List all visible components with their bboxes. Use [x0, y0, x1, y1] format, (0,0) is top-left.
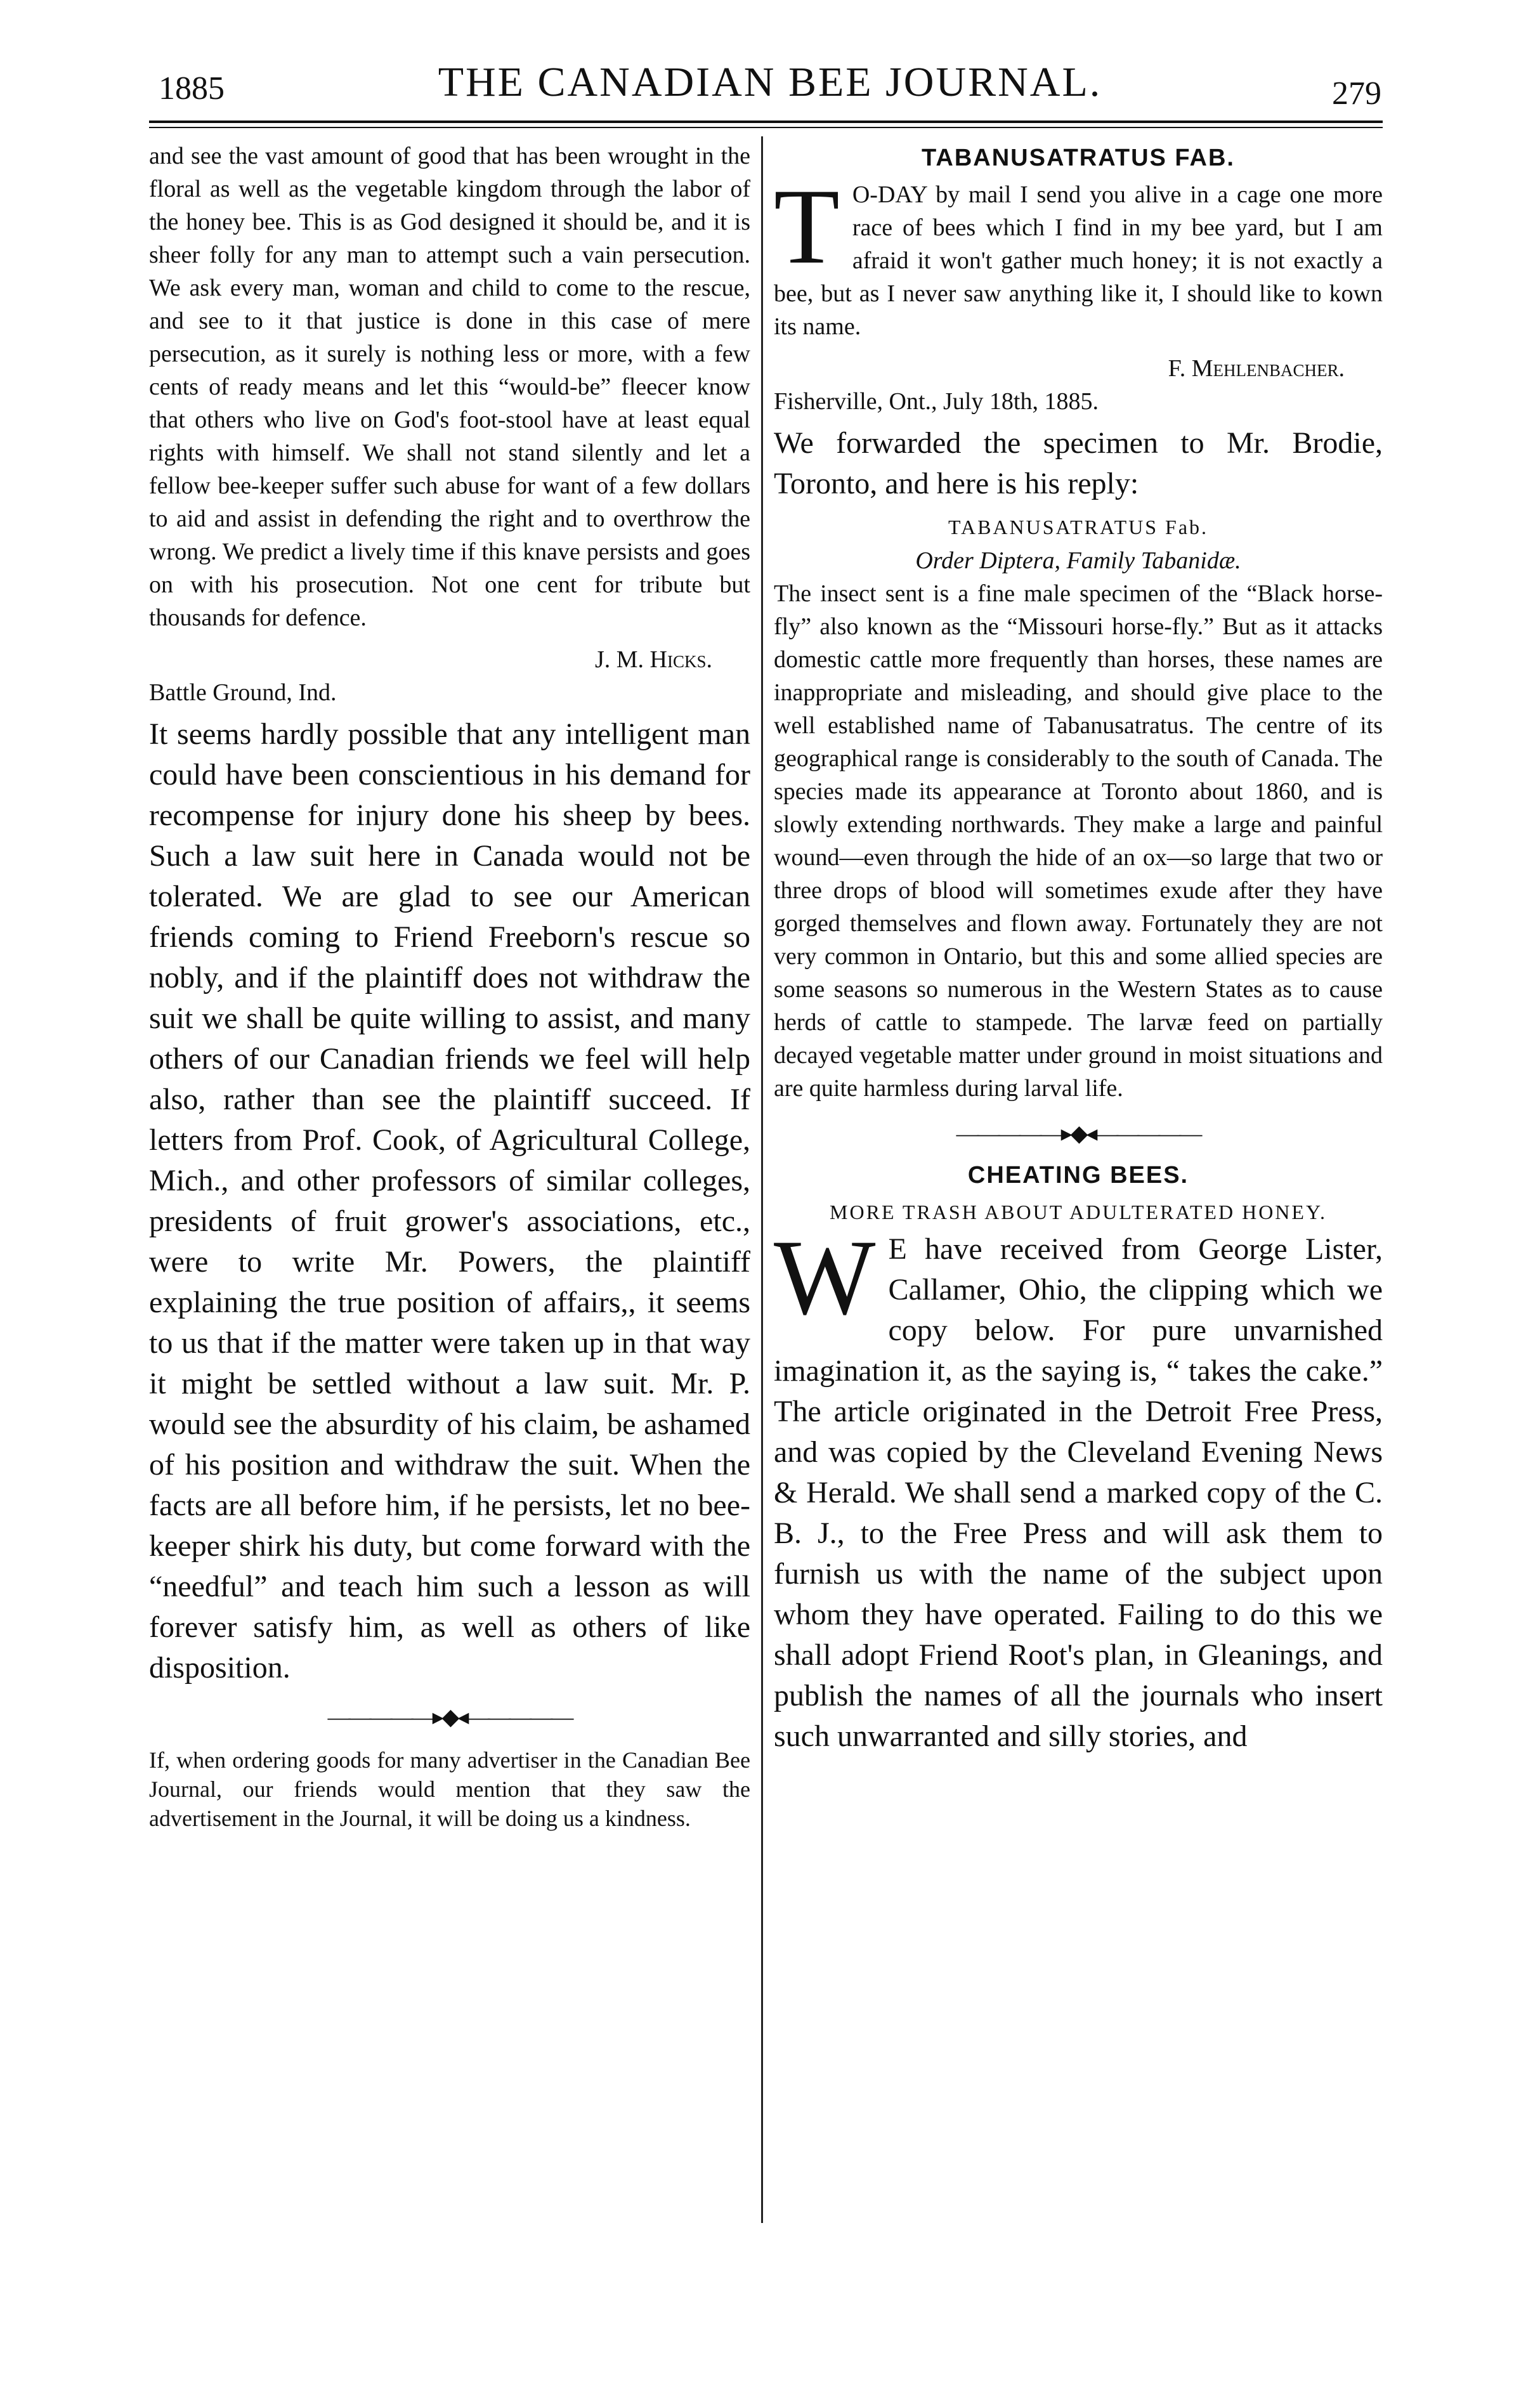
page-number: 279 [1332, 75, 1381, 112]
forward-note: We forwarded the specimen to Mr. Brodie, Toronto, and here is his reply: [774, 426, 1383, 500]
cheating-subheading: MORE TRASH ABOUT ADULTERATED HONEY. [830, 1201, 1327, 1223]
page-header [0, 0, 1540, 140]
reply-subheading: Order Diptera, Family Tabanidæ. [915, 547, 1241, 574]
continued-article-text: and see the vast amount of good that has been wrought in the floral as well as the vegetable kingdom through the labor of the honey bee. This is as God designed it should be, and it is sheer folly for any man to attempt such a vain persecution. We ask every man, woman and child to come to the rescue, and see to it that justice is done in this case of mere persecution, as it surely is nothing less or more, with a few cents of ready means and let this “would-be” fleecer know that others who live on God's foot-stool have at least equal rights with himself. We shall not stand silently and let a fellow bee-keeper suffer such abuse for want of a few dollars to aid and assist in defending the right and to overthrow the wrong. We predict a lively time if this knave persists and goes on with his prosecution. Not one cent for tribute but thousands for defence. [149, 143, 750, 631]
reply-text: The insect sent is a fine male specimen of the “Black horse-fly” also known as the “Missouri horse-fly.” But as it attacks domestic cattle more frequently than horses, these names are inappropriate and misleading, and should give place to the well established name of Tabanusatratus. The centre of its geographical range is considerably to the south of Canada. The species made its appearance at Toronto about 1860, and is slowly extending northwards. They make a large and painful wound—even through the hide of an ox—so large that two or three drops of blood will sometimes exude after they have gorged themselves and flown away. Fortunately they are not very common in Ontario, but this and some allied species are some seasons so numerous in the Western States as to cause herds of cattle to stampede. The larvæ feed on partially decayed vegetable matter under ground in moist situations and are quite harmless during larval life. [774, 580, 1383, 1102]
dateline-battle-ground: Battle Ground, Ind. [149, 679, 337, 706]
cheating-text: E have received from George Lister, Callamer, Ohio, the clipping which we copy below. For pure unvarnished imagination it, as the saying is, “ takes the cake.” The article originated in the Detroit Free Press, and was copied by the Cleveland Evening News & Herald. We shall send a marked copy of the C. B. J., to the Free Press and will ask them to furnish us with the name of the subject upon whom they have operated. Failing to do this we shall adopt Friend Root's plan, in Gleanings, and publish the names of all the journals who insert such unwarranted and silly stories, and [774, 1232, 1383, 1753]
right-column [774, 140, 1383, 2221]
section-ornament: —————▸◆◂————— [327, 1704, 572, 1730]
column-divider [761, 136, 763, 2223]
dateline-fisherville: Fisherville, Ont., July 18th, 1885. [774, 388, 1099, 415]
signature-mehlenbacher: F. Mehlenbacher. [1168, 355, 1345, 382]
letter-text: O-DAY by mail I send you alive in a cage one more race of bees which I find in my bee yard, but I am afraid it won't gather much honey; it is not exactly a bee, but as I never saw anything like it, I should like to kown its name. [774, 181, 1383, 340]
journal-title: THE CANADIAN BEE JOURNAL. [438, 59, 1102, 105]
left-column [149, 140, 750, 2221]
header-year: 1885 [159, 70, 225, 107]
section-ornament-right: —————▸◆◂————— [956, 1121, 1201, 1146]
header-rule [149, 121, 1383, 123]
letter-drop-cap: T [774, 167, 840, 286]
cheating-drop-cap: W [774, 1218, 876, 1337]
signature-hicks: J. M. Hicks. [594, 646, 712, 673]
letter-body [774, 167, 1383, 343]
reply-heading: TABANUSATRATUS Fab. [948, 516, 1209, 538]
header-rule-thin [149, 127, 1383, 128]
advertiser-footnote: If, when ordering goods for many advertiser in the Canadian Bee Journal, our friends would mention that they saw the advertisement in the Journal, it will be doing us a kindness. [149, 1747, 750, 1831]
cheating-body [774, 1218, 1383, 1757]
letter-heading: TABANUSATRATUS FAB. [922, 145, 1235, 171]
cheating-heading: CHEATING BEES. [967, 1162, 1189, 1189]
editorial-comment: It seems hardly possible that any intelligent man could have been conscientious in his demand for recompense for injury done his sheep by bees. Such a law suit here in Canada would not be tolerated. We are glad to see our American friends coming to Friend Freeborn's rescue so nobly, and if the plaintiff does not withdraw the suit we shall be quite willing to assist, and many others of our Canadian friends we feel will help also, rather than see the plaintiff succeed. If letters from Prof. Cook, of Agricultural College, Mich., and other professors of similar colleges, presidents of fruit grower's associations, etc., were to write Mr. Powers, the plaintiff explaining the true position of affairs,, it seems to us that if the matter were taken up in that way it might be settled without a law suit. Mr. P. would see the absurdity of his claim, be ashamed of his position and withdraw the suit. When the facts are all before him, if he persists, let no bee-keeper shirk his duty, but come forward with the “needful” and teach him such a lesson as will forever satisfy him, as well as others of like disposition. [149, 717, 750, 1685]
